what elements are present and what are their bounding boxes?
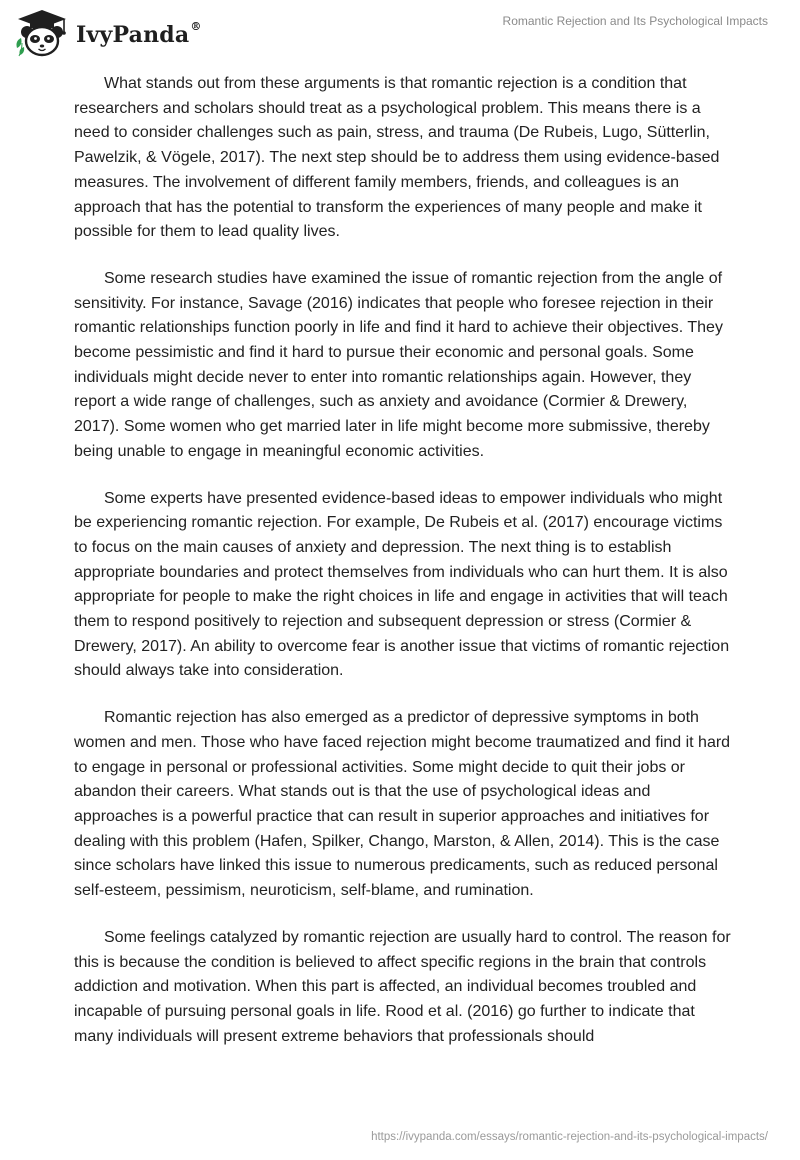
paragraph-3: Some experts have presented evidence-based ideas to empower individuals who might be experiencing romantic rejection. For example, De Rubeis et al. (2017) encourage victims to focus on the main causes of anxiety and depression. The next thing is to establish appropriate boundaries and protect themselves from individuals who can hurt them. It is also appropriate for people to make the right choices in life and engage in activities that will teach them to respond positively to rejection and subsequent depression or stress (Cormier & Drewery, 2017). An ability to overcome fear is another issue that victims of romantic rejection should always take into consideration. bbox=[74, 489, 730, 680]
essay-body bbox=[74, 72, 734, 1071]
registered-mark: ® bbox=[190, 20, 202, 33]
ivypanda-logo[interactable] bbox=[14, 8, 202, 58]
paragraph-4: Romantic rejection has also emerged as a predictor of depressive symptoms in both women and men. Those who have faced rejection might become traumatized and find it hard to engage in personal or professional activities. Some might decide to quit their jobs or abandon their careers. What stands out is that the use of psychological ideas and approaches is a powerful practice that can result in superior approaches and initiatives for dealing with this problem (Hafen, Spilker, Chango, Marston, & Allen, 2014). This is the case since scholars have linked this issue to numerous predicaments, such as reduced personal self-esteem, pessimism, neuroticism, self-blame, and rumination. bbox=[74, 709, 731, 900]
brand-name-text: IvyPanda bbox=[76, 22, 190, 48]
panda-graduate-icon bbox=[14, 8, 70, 58]
paragraph-5: Some feelings catalyzed by romantic rejection are usually hard to control. The reason for this is because the condition is believed to affect specific regions in the brain that controls addiction and motivation. When this part is affected, an individual becomes troubled and incapable of pursuing personal goals in life. Rood et al. (2016) go further to indicate that many individuals will present extreme behaviors that professionals should bbox=[74, 928, 731, 1045]
paragraph-2: Some research studies have examined the issue of romantic rejection from the angle of sensitivity. For instance, Savage (2016) indicates that people who foresee rejection in their romantic relationships function poorly in life and find it hard to achieve their objectives. They become pessimistic and find it hard to pursue their economic and personal goals. Some individuals might decide never to enter into romantic relationships again. However, they report a wide range of challenges, such as anxiety and avoidance (Cormier & Drewery, 2017). Some women who get married later in life might become more submissive, thereby being unable to engage in meaningful economic activities. bbox=[74, 269, 723, 460]
source-url-link[interactable]: https://ivypanda.com/essays/romantic-rejection-and-its-psychological-impacts/ bbox=[371, 1131, 768, 1143]
paragraph-1: What stands out from these arguments is that romantic rejection is a condition that researchers and scholars should treat as a psychological problem. This means there is a need to consider challenges such as pain, stress, and trauma (De Rubeis, Lugo, Sütterlin, Pawelzik, & Vögele, 2017). The next step should be to address them using evidence-based measures. The involvement of different family members, friends, and colleagues is an approach that has the potential to transform the experiences of many people and make it possible for them to lead quality lives. bbox=[74, 75, 720, 241]
running-title: Romantic Rejection and Its Psychological Impacts bbox=[502, 14, 768, 28]
page-header bbox=[0, 0, 800, 60]
brand-name bbox=[76, 22, 202, 48]
